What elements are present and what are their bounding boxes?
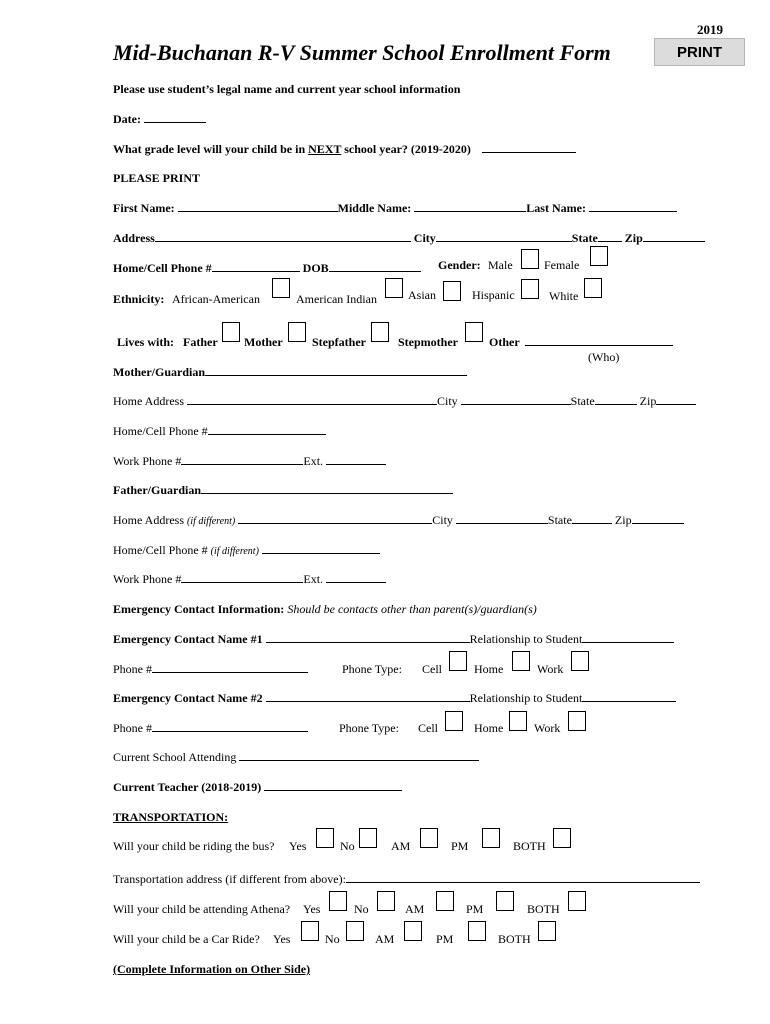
lives-mother-label: Mother bbox=[244, 335, 283, 349]
emergency1-name-label: Emergency Contact Name #1 bbox=[113, 632, 263, 646]
athena-both-label: BOTH bbox=[527, 902, 560, 916]
emergency2-phone-field[interactable] bbox=[152, 721, 308, 732]
car-am-checkbox[interactable] bbox=[404, 921, 422, 941]
father-ext-field[interactable] bbox=[326, 572, 386, 583]
emergency2-work-label: Work bbox=[534, 721, 561, 735]
father-address-label: Home Address bbox=[113, 513, 184, 527]
mother-work-phone-label: Work Phone # bbox=[113, 454, 182, 468]
mother-phone-row bbox=[113, 424, 326, 439]
emergency1-relationship-label: Relationship to Student bbox=[469, 632, 583, 646]
home-phone-label: Home/Cell Phone # bbox=[113, 261, 212, 275]
bus-am-label: AM bbox=[391, 839, 411, 853]
mother-address-label: Home Address bbox=[113, 394, 184, 408]
mother-work-phone-field[interactable] bbox=[181, 454, 303, 465]
white-checkbox[interactable] bbox=[584, 278, 602, 298]
american-indian-checkbox[interactable] bbox=[385, 278, 403, 298]
mother-city-label: City bbox=[437, 394, 458, 408]
father-address-field[interactable] bbox=[238, 513, 432, 524]
mother-name-field[interactable] bbox=[205, 365, 467, 376]
father-if-different: (if different) bbox=[187, 516, 236, 527]
emergency2-name-label: Emergency Contact Name #2 bbox=[113, 691, 263, 705]
lives-other-field[interactable] bbox=[525, 335, 673, 346]
father-work-row bbox=[113, 572, 386, 587]
emergency2-home-checkbox[interactable] bbox=[509, 711, 527, 731]
emergency2-name-field[interactable] bbox=[266, 691, 470, 702]
car-pm-label: PM bbox=[436, 932, 454, 946]
mother-state-field[interactable] bbox=[595, 394, 637, 405]
car-no-label: No bbox=[325, 932, 340, 946]
athena-yes-label: Yes bbox=[303, 902, 321, 916]
white-label: White bbox=[549, 289, 579, 303]
father-city-label: City bbox=[432, 513, 453, 527]
name-row bbox=[113, 201, 677, 216]
print-button[interactable]: PRINT bbox=[654, 38, 745, 66]
mother-ext-field[interactable] bbox=[326, 454, 386, 465]
form-year: 2019 bbox=[697, 22, 723, 37]
lives-stepfather-checkbox[interactable] bbox=[371, 322, 389, 342]
lives-stepmother-checkbox[interactable] bbox=[465, 322, 483, 342]
father-address-row bbox=[113, 513, 684, 528]
date-label: Date: bbox=[113, 112, 141, 126]
mother-ext-label: Ext. bbox=[303, 454, 324, 468]
car-yes-checkbox[interactable] bbox=[301, 921, 319, 941]
home-phone-field[interactable] bbox=[212, 261, 300, 272]
car-pm-checkbox[interactable] bbox=[468, 921, 486, 941]
father-city-field[interactable] bbox=[456, 513, 548, 524]
bus-both-label: BOTH bbox=[513, 839, 546, 853]
athena-pm-checkbox[interactable] bbox=[496, 891, 514, 911]
emergency2-cell-checkbox[interactable] bbox=[445, 711, 463, 731]
lives-stepfather-label: Stepfather bbox=[312, 335, 366, 349]
emergency2-row bbox=[113, 691, 676, 706]
african-american-checkbox[interactable] bbox=[272, 278, 290, 298]
grade-row bbox=[113, 142, 576, 157]
emergency1-home-checkbox[interactable] bbox=[512, 651, 530, 671]
african-american-label: African-American bbox=[172, 292, 260, 306]
lives-father-label: Father bbox=[183, 335, 218, 349]
car-am-label: AM bbox=[375, 932, 395, 946]
lives-mother-checkbox[interactable] bbox=[288, 322, 306, 342]
lives-father-checkbox[interactable] bbox=[222, 322, 240, 342]
mother-address-row bbox=[113, 394, 696, 409]
current-teacher-label: Current Teacher (2018-2019) bbox=[113, 780, 262, 794]
bus-both-checkbox[interactable] bbox=[553, 828, 571, 848]
emergency1-work-checkbox[interactable] bbox=[571, 651, 589, 671]
car-both-checkbox[interactable] bbox=[538, 921, 556, 941]
mother-zip-field[interactable] bbox=[656, 394, 696, 405]
car-both-label: BOTH bbox=[498, 932, 531, 946]
last-name-field[interactable] bbox=[589, 201, 677, 212]
emergency2-relationship-label: Relationship to Student bbox=[469, 691, 583, 705]
first-name-label: First Name: bbox=[113, 201, 175, 215]
current-school-label: Current School Attending bbox=[113, 750, 237, 764]
address-label: Address bbox=[113, 231, 155, 245]
current-teacher-row bbox=[113, 780, 402, 795]
phone-dob-row bbox=[113, 261, 421, 276]
mother-phone-label: Home/Cell Phone # bbox=[113, 424, 208, 438]
zip-label: Zip bbox=[624, 231, 643, 245]
address-field[interactable] bbox=[155, 231, 411, 242]
date-field[interactable] bbox=[144, 112, 206, 123]
hispanic-label: Hispanic bbox=[472, 288, 515, 302]
who-label: (Who) bbox=[588, 350, 620, 364]
emergency1-name-field[interactable] bbox=[266, 632, 470, 643]
emergency1-cell-label: Cell bbox=[422, 662, 442, 676]
father-phone-if-different: (if different) bbox=[210, 546, 259, 557]
bus-pm-checkbox[interactable] bbox=[482, 828, 500, 848]
emergency1-row bbox=[113, 632, 674, 647]
father-name-field[interactable] bbox=[201, 483, 453, 494]
emergency1-phone-type-label: Phone Type: bbox=[342, 662, 402, 676]
mother-heading: Mother/Guardian bbox=[113, 365, 205, 379]
athena-yes-checkbox[interactable] bbox=[329, 891, 347, 911]
athena-no-label: No bbox=[354, 902, 369, 916]
gender-label: Gender: bbox=[438, 258, 481, 272]
last-name-label: Last Name: bbox=[526, 201, 586, 215]
athena-am-checkbox[interactable] bbox=[436, 891, 454, 911]
father-zip-label: Zip bbox=[614, 513, 632, 527]
grade-next: NEXT bbox=[308, 142, 342, 156]
first-name-field[interactable] bbox=[178, 201, 338, 212]
middle-name-label: Middle Name: bbox=[337, 201, 412, 215]
american-indian-label: American Indian bbox=[296, 292, 377, 306]
emergency2-cell-label: Cell bbox=[418, 721, 438, 735]
dob-field[interactable] bbox=[329, 261, 421, 272]
current-school-field[interactable] bbox=[239, 750, 479, 761]
mother-work-row bbox=[113, 454, 386, 469]
zip-field[interactable] bbox=[643, 231, 705, 242]
mother-zip-label: Zip bbox=[639, 394, 657, 408]
bus-am-checkbox[interactable] bbox=[420, 828, 438, 848]
emergency-heading-row bbox=[113, 602, 537, 617]
father-phone-row bbox=[113, 543, 380, 558]
mother-address-field[interactable] bbox=[187, 394, 437, 405]
city-field[interactable] bbox=[436, 231, 572, 242]
father-work-phone-label: Work Phone # bbox=[113, 572, 182, 586]
middle-name-field[interactable] bbox=[414, 201, 526, 212]
male-label: Male bbox=[488, 258, 513, 272]
lives-other-line bbox=[525, 335, 673, 350]
emergency2-phone-row bbox=[113, 721, 308, 736]
bus-yes-checkbox[interactable] bbox=[316, 828, 334, 848]
mother-row bbox=[113, 365, 467, 380]
athena-no-checkbox[interactable] bbox=[377, 891, 395, 911]
emergency1-phone-row bbox=[113, 662, 308, 677]
please-print: PLEASE PRINT bbox=[113, 171, 201, 185]
bus-question: Will your child be riding the bus? bbox=[113, 839, 275, 853]
current-school-row bbox=[113, 750, 479, 765]
father-row bbox=[113, 483, 453, 498]
father-phone-label: Home/Cell Phone # bbox=[113, 543, 208, 557]
current-teacher-field[interactable] bbox=[264, 780, 402, 791]
date-row bbox=[113, 112, 206, 127]
athena-question: Will your child be attending Athena? bbox=[113, 902, 291, 916]
city-label: City bbox=[413, 231, 436, 245]
male-checkbox[interactable] bbox=[521, 249, 539, 269]
emergency2-work-checkbox[interactable] bbox=[568, 711, 586, 731]
transportation-heading: TRANSPORTATION: bbox=[113, 810, 229, 824]
emergency-note: Should be contacts other than parent(s)/guardian(s) bbox=[287, 602, 537, 616]
emergency1-phone-label: Phone # bbox=[113, 662, 152, 676]
father-work-phone-field[interactable] bbox=[181, 572, 303, 583]
bus-pm-label: PM bbox=[451, 839, 469, 853]
address-row bbox=[113, 231, 705, 246]
emergency2-phone-label: Phone # bbox=[113, 721, 152, 735]
hispanic-checkbox[interactable] bbox=[521, 279, 539, 299]
mother-city-field[interactable] bbox=[461, 394, 571, 405]
lives-other-label: Other bbox=[489, 335, 520, 349]
grade-field[interactable] bbox=[482, 142, 576, 153]
state-label: State bbox=[571, 231, 598, 245]
emergency1-relationship-field[interactable] bbox=[582, 632, 674, 643]
car-question: Will your child be a Car Ride? bbox=[113, 932, 260, 946]
emergency1-phone-field[interactable] bbox=[152, 662, 308, 673]
mother-phone-field[interactable] bbox=[208, 424, 326, 435]
grade-question: What grade level will your child be in bbox=[113, 142, 306, 156]
father-state-field[interactable] bbox=[572, 513, 612, 524]
emergency1-home-label: Home bbox=[474, 662, 504, 676]
father-state-label: State bbox=[547, 513, 572, 527]
asian-label: Asian bbox=[408, 288, 436, 302]
emergency1-cell-checkbox[interactable] bbox=[449, 651, 467, 671]
lives-stepmother-label: Stepmother bbox=[398, 335, 458, 349]
mother-state-label: State bbox=[570, 394, 595, 408]
father-phone-field[interactable] bbox=[262, 543, 380, 554]
transport-address-label: Transportation address (if different from above): bbox=[113, 872, 346, 886]
bus-yes-label: Yes bbox=[289, 839, 307, 853]
emergency2-relationship-field[interactable] bbox=[582, 691, 676, 702]
car-no-checkbox[interactable] bbox=[346, 921, 364, 941]
page-title: Mid-Buchanan R-V Summer School Enrollment Form bbox=[113, 40, 611, 65]
intro-text: Please use student’s legal name and current year school information bbox=[113, 82, 461, 96]
transport-address-field[interactable] bbox=[346, 872, 700, 883]
female-label: Female bbox=[544, 258, 580, 272]
asian-checkbox[interactable] bbox=[443, 281, 461, 301]
father-zip-field[interactable] bbox=[632, 513, 684, 524]
grade-question-end: school year? (2019-2020) bbox=[344, 142, 471, 156]
athena-both-checkbox[interactable] bbox=[568, 891, 586, 911]
car-yes-label: Yes bbox=[273, 932, 291, 946]
emergency1-work-label: Work bbox=[537, 662, 564, 676]
footer-note: (Complete Information on Other Side) bbox=[113, 962, 311, 976]
father-heading: Father/Guardian bbox=[113, 483, 202, 497]
state-field[interactable] bbox=[598, 231, 622, 242]
bus-no-label: No bbox=[340, 839, 355, 853]
dob-label: DOB bbox=[302, 261, 329, 275]
emergency-heading: Emergency Contact Information: bbox=[113, 602, 285, 616]
ethnicity-label: Ethnicity: bbox=[113, 292, 165, 306]
emergency2-home-label: Home bbox=[474, 721, 504, 735]
athena-am-label: AM bbox=[405, 902, 425, 916]
bus-no-checkbox[interactable] bbox=[359, 828, 377, 848]
athena-pm-label: PM bbox=[466, 902, 484, 916]
female-checkbox[interactable] bbox=[590, 246, 608, 266]
father-ext-label: Ext. bbox=[303, 572, 324, 586]
emergency2-phone-type-label: Phone Type: bbox=[339, 721, 399, 735]
lives-with-label: Lives with: bbox=[117, 335, 174, 349]
transport-address-row bbox=[113, 872, 700, 887]
